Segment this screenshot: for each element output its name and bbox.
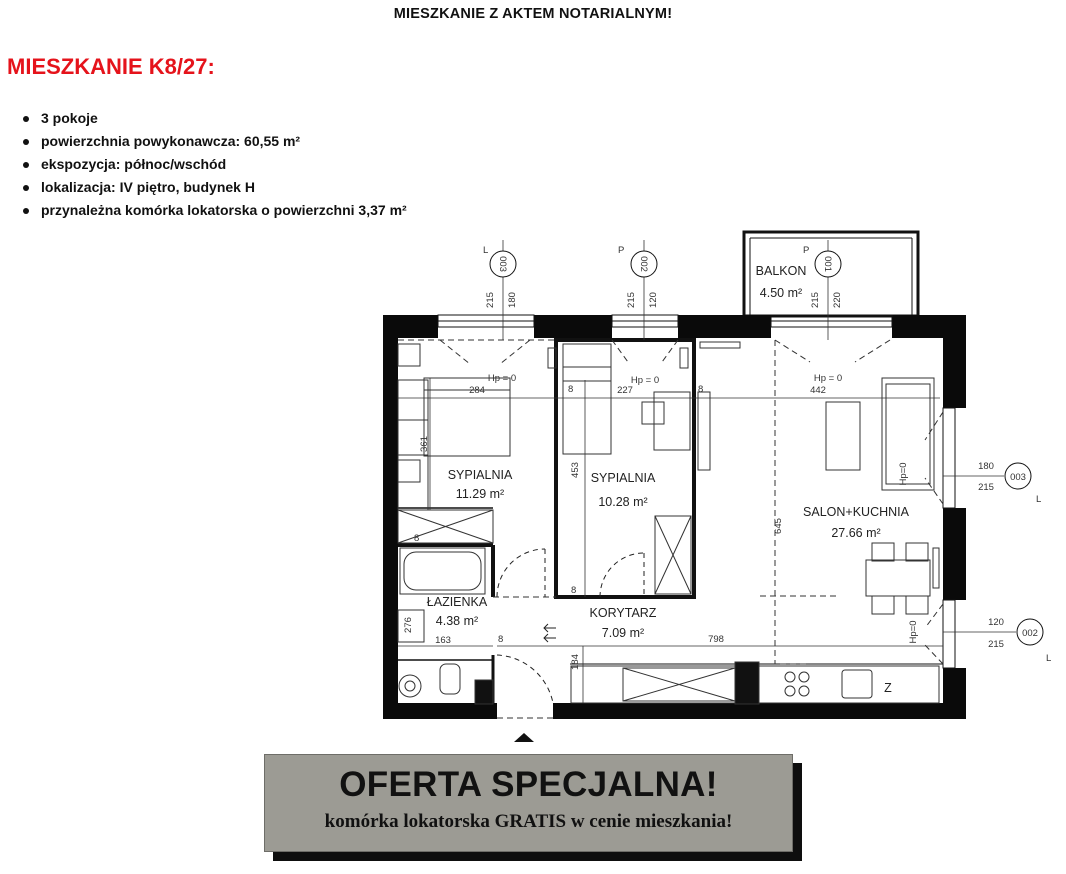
window-code-2: 002 <box>638 256 649 272</box>
window-d1-1: 215 <box>485 292 496 308</box>
notarial-deed-notice: MIESZKANIE Z AKTEM NOTARIALNYM! <box>393 6 673 22</box>
dim-corridor-width: 798 <box>708 634 724 645</box>
window-d2-3: 220 <box>832 292 843 308</box>
window-side-3: P <box>803 245 810 256</box>
bathroom-area: 4.38 m² <box>435 614 479 628</box>
window-side-4: L <box>1036 494 1042 505</box>
dim-corridor-height: 184 <box>570 654 581 670</box>
level-mark-1: Hp = 0 <box>487 373 517 384</box>
fridge-mark: Z <box>884 681 892 695</box>
window-code-1: 003 <box>497 256 508 272</box>
bedroom2-area: 10.28 m² <box>598 495 648 509</box>
level-mark-5: Hp=0 <box>908 620 919 644</box>
feature-rooms: 3 pokoje <box>20 107 407 130</box>
bathroom-name: ŁAZIENKA <box>426 595 488 609</box>
dim-living-height: 645 <box>773 518 784 534</box>
dim-living-width: 442 <box>810 385 826 396</box>
window-d2-4: 215 <box>978 482 994 493</box>
window-side-5: L <box>1046 653 1052 664</box>
window-d1-5: 120 <box>988 617 1004 628</box>
feature-storage-room: przynależna komórka lokatorska o powierzchni 3,37 m² <box>20 199 407 222</box>
bedroom1-area: 11.29 m² <box>455 487 505 501</box>
level-mark-2: Hp = 0 <box>630 375 660 386</box>
bedroom2-name: SYPIALNIA <box>590 471 656 485</box>
dim-wall-a: 8 <box>568 384 574 395</box>
living-name: SALON+KUCHNIA <box>803 505 909 519</box>
dim-bedroom2-height: 453 <box>570 462 581 478</box>
window-d1-3: 215 <box>810 292 821 308</box>
dim-bedroom1-height: 361 <box>419 436 430 452</box>
level-mark-3: Hp = 0 <box>813 373 843 384</box>
window-d2-5: 215 <box>988 639 1004 650</box>
window-d2-2: 120 <box>648 292 659 308</box>
window-code-5: 002 <box>1022 628 1038 639</box>
corridor-area: 7.09 m² <box>601 626 645 640</box>
corridor-name: KORYTARZ <box>589 606 657 620</box>
window-d2-1: 180 <box>507 292 518 308</box>
balcony-name: BALKON <box>755 264 807 278</box>
bedroom1-name: SYPIALNIA <box>447 468 513 482</box>
feature-exposure: ekspozycja: północ/wschód <box>20 153 407 176</box>
dim-bedroom2-width: 227 <box>617 385 633 396</box>
feature-area: powierzchnia powykonawcza: 60,55 m² <box>20 130 407 153</box>
windows-top <box>435 315 955 668</box>
dim-bedroom1-width: 284 <box>469 385 485 396</box>
window-side-2: P <box>618 245 625 256</box>
window-side-1: L <box>483 245 489 256</box>
window-code-4: 003 <box>1010 472 1026 483</box>
level-mark-4: Hp=0 <box>898 462 909 486</box>
dim-wall-c: 8 <box>414 533 420 544</box>
dim-wall-e: 8 <box>498 634 504 645</box>
special-offer-subtitle: komórka lokatorska GRATIS w cenie mieszkania! <box>324 811 733 832</box>
feature-location: lokalizacja: IV piętro, budynek H <box>20 176 407 199</box>
balcony-area: 4.50 m² <box>759 286 803 300</box>
window-d1-4: 180 <box>978 461 994 472</box>
dim-wall-d: 8 <box>571 585 577 596</box>
dim-wall-b: 8 <box>698 384 704 395</box>
living-area: 27.66 m² <box>831 526 881 540</box>
window-d1-2: 215 <box>626 292 637 308</box>
special-offer-banner <box>264 754 793 852</box>
window-code-3: 001 <box>822 256 833 272</box>
entrance-arrow <box>514 733 534 742</box>
dim-bathroom-height: 276 <box>403 617 414 633</box>
corridor-arrows <box>544 624 556 642</box>
special-offer-title: OFERTA SPECJALNA! <box>339 765 718 804</box>
apartment-title: MIESZKANIE K8/27: <box>7 54 215 79</box>
dim-bathroom-width: 163 <box>435 635 451 646</box>
